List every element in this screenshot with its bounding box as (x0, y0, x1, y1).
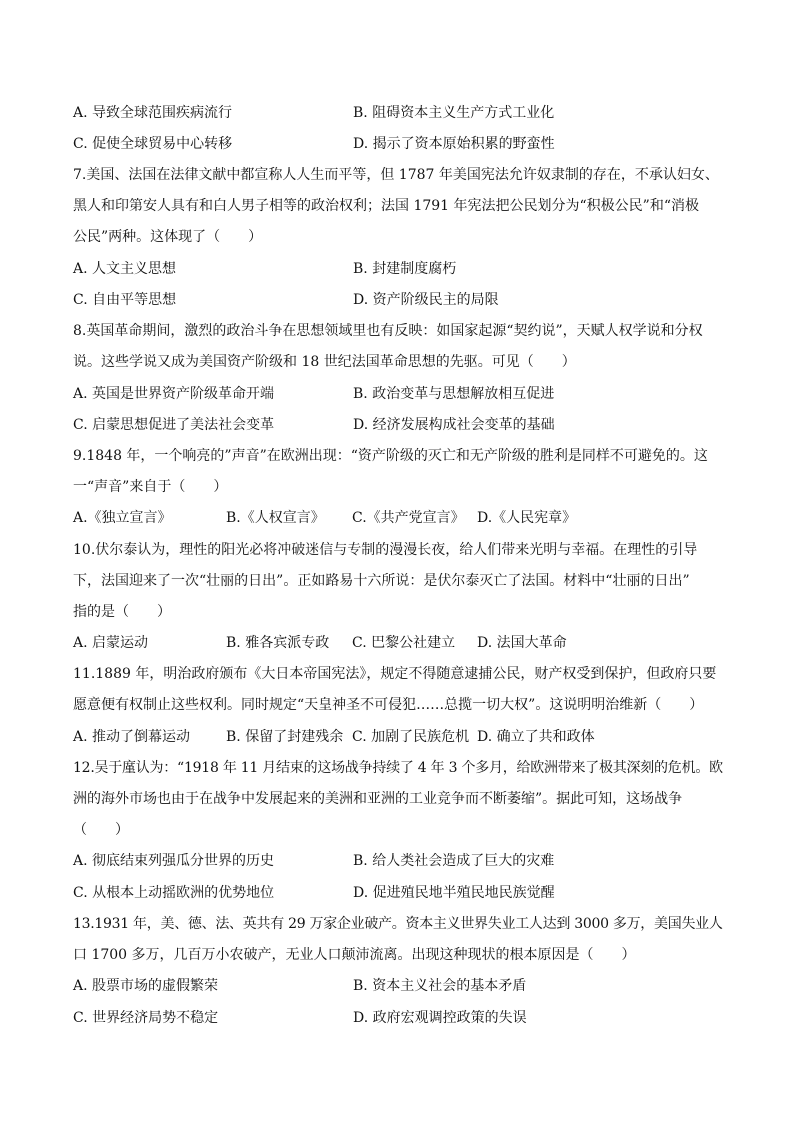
question-stem-line: 7.美国、法国在法律文献中都宣称人人生而平等，但 1787 年美国宪法允许奴隶制的存在，不承认妇女、 (73, 167, 719, 183)
question-stem-line: 指的是（ ） (73, 604, 171, 620)
question-stem-line: 口 1700 多万，几百万小农破产，无业人口颠沛流离。出现这种现状的根本原因是（ ） (73, 947, 636, 963)
question-stem-line: （ ） (73, 822, 129, 838)
option-c: C.《共产党宣言》 (352, 510, 465, 526)
question-stem-line: 13.1931 年，美、德、法、英共有 29 万家企业破产。资本主义世界失业工人达到 3000 多万，美国失业人 (73, 916, 723, 932)
option-a: A.《独立宣言》 (73, 510, 172, 526)
option-b: B. 保留了封建残余 (226, 729, 344, 745)
question-stem-line: 11.1889 年，明治政府颁布《大日本帝国宪法》，规定不得随意逮捕公民，财产权受到保护，但政府只要 (73, 666, 717, 682)
option-d: D. 揭示了资本原始积累的野蛮性 (353, 136, 555, 152)
question-stem-line: 黑人和印第安人具有和白人男子相等的政治权利；法国 1791 年宪法把公民划分为“积极公民”和“消极 (73, 198, 699, 214)
option-c: C. 加剧了民族危机 (352, 729, 470, 745)
option-b: B. 阻碍资本主义生产方式工业化 (353, 105, 555, 121)
option-b: B. 封建制度腐朽 (353, 261, 457, 277)
question-stem-line: 12.吴于廑认为：“1918 年 11 月结束的这场战争持续了 4 年 3 个多月，给欧洲带来了极其深刻的危机。欧 (73, 760, 723, 776)
option-b: B. 雅各宾派专政 (226, 635, 330, 651)
option-c: C. 从根本上动摇欧洲的优势地位 (73, 885, 275, 901)
option-d: D. 确立了共和政体 (477, 729, 595, 745)
option-d: D. 法国大革命 (477, 635, 567, 651)
option-b: B.《人权宣言》 (226, 510, 325, 526)
option-a: A. 推动了倒幕运动 (73, 729, 191, 745)
question-stem-line: 愿意便有权制止这些权利。同时规定“天皇神圣不可侵犯……总揽一切大权”。这说明明治维新（ ） (73, 697, 704, 713)
option-a: A. 股票市场的虚假繁荣 (73, 978, 219, 994)
option-a: A. 彻底结束列强瓜分世界的历史 (73, 853, 275, 869)
option-d: D. 资产阶级民主的局限 (353, 292, 499, 308)
option-a: A. 启蒙运动 (73, 635, 149, 651)
option-c: C. 巴黎公社建立 (352, 635, 456, 651)
option-c: C. 促使全球贸易中心转移 (73, 136, 233, 152)
option-a: A. 人文主义思想 (73, 261, 177, 277)
option-b: B. 给人类社会造成了巨大的灾难 (353, 853, 555, 869)
option-c: C. 世界经济局势不稳定 (73, 1010, 219, 1026)
question-stem-line: 公民”两种。这体现了（ ） (73, 229, 263, 245)
question-stem-line: 洲的海外市场也由于在战争中发展起来的美洲和亚洲的工业竞争而不断萎缩”。据此可知，这场战争 (73, 791, 683, 807)
question-stem-line: 9.1848 年，一个响亮的”声音”在欧洲出现：“资产阶级的灭亡和无产阶级的胜利是同样不可避免的。这 (73, 448, 708, 464)
question-stem-line: 下，法国迎来了一次“壮丽的日出”。正如路易十六所说：是伏尔泰灭亡了法国。材料中“壮丽的日出” (73, 573, 690, 589)
option-d: D. 经济发展构成社会变革的基础 (353, 417, 555, 433)
question-stem-line: 说。这些学说又成为美国资产阶级和 18 世纪法国革命思想的先驱。可见（ ） (73, 354, 576, 370)
option-a: A. 英国是世界资产阶级革命开端 (73, 386, 275, 402)
option-b: B. 政治变革与思想解放相互促进 (353, 386, 555, 402)
option-d: D. 促进殖民地半殖民地民族觉醒 (353, 885, 555, 901)
option-c: C. 自由平等思想 (73, 292, 177, 308)
question-stem-line: 8.英国革命期间，激烈的政治斗争在思想领域里也有反映：如国家起源“契约说”，天赋人权学说和分权 (73, 323, 703, 339)
question-stem-line: 一“声音”来自于（ ） (73, 479, 228, 495)
option-d: D.《人民宪章》 (477, 510, 577, 526)
option-d: D. 政府宏观调控政策的失误 (353, 1010, 527, 1026)
question-stem-line: 10.伏尔泰认为，理性的阳光必将冲破迷信与专制的漫漫长夜，给人们带来光明与幸福。在理性的引导 (73, 542, 698, 558)
option-a: A. 导致全球范围疾病流行 (73, 105, 233, 121)
option-b: B. 资本主义社会的基本矛盾 (353, 978, 527, 994)
option-c: C. 启蒙思想促进了美法社会变革 (73, 417, 275, 433)
